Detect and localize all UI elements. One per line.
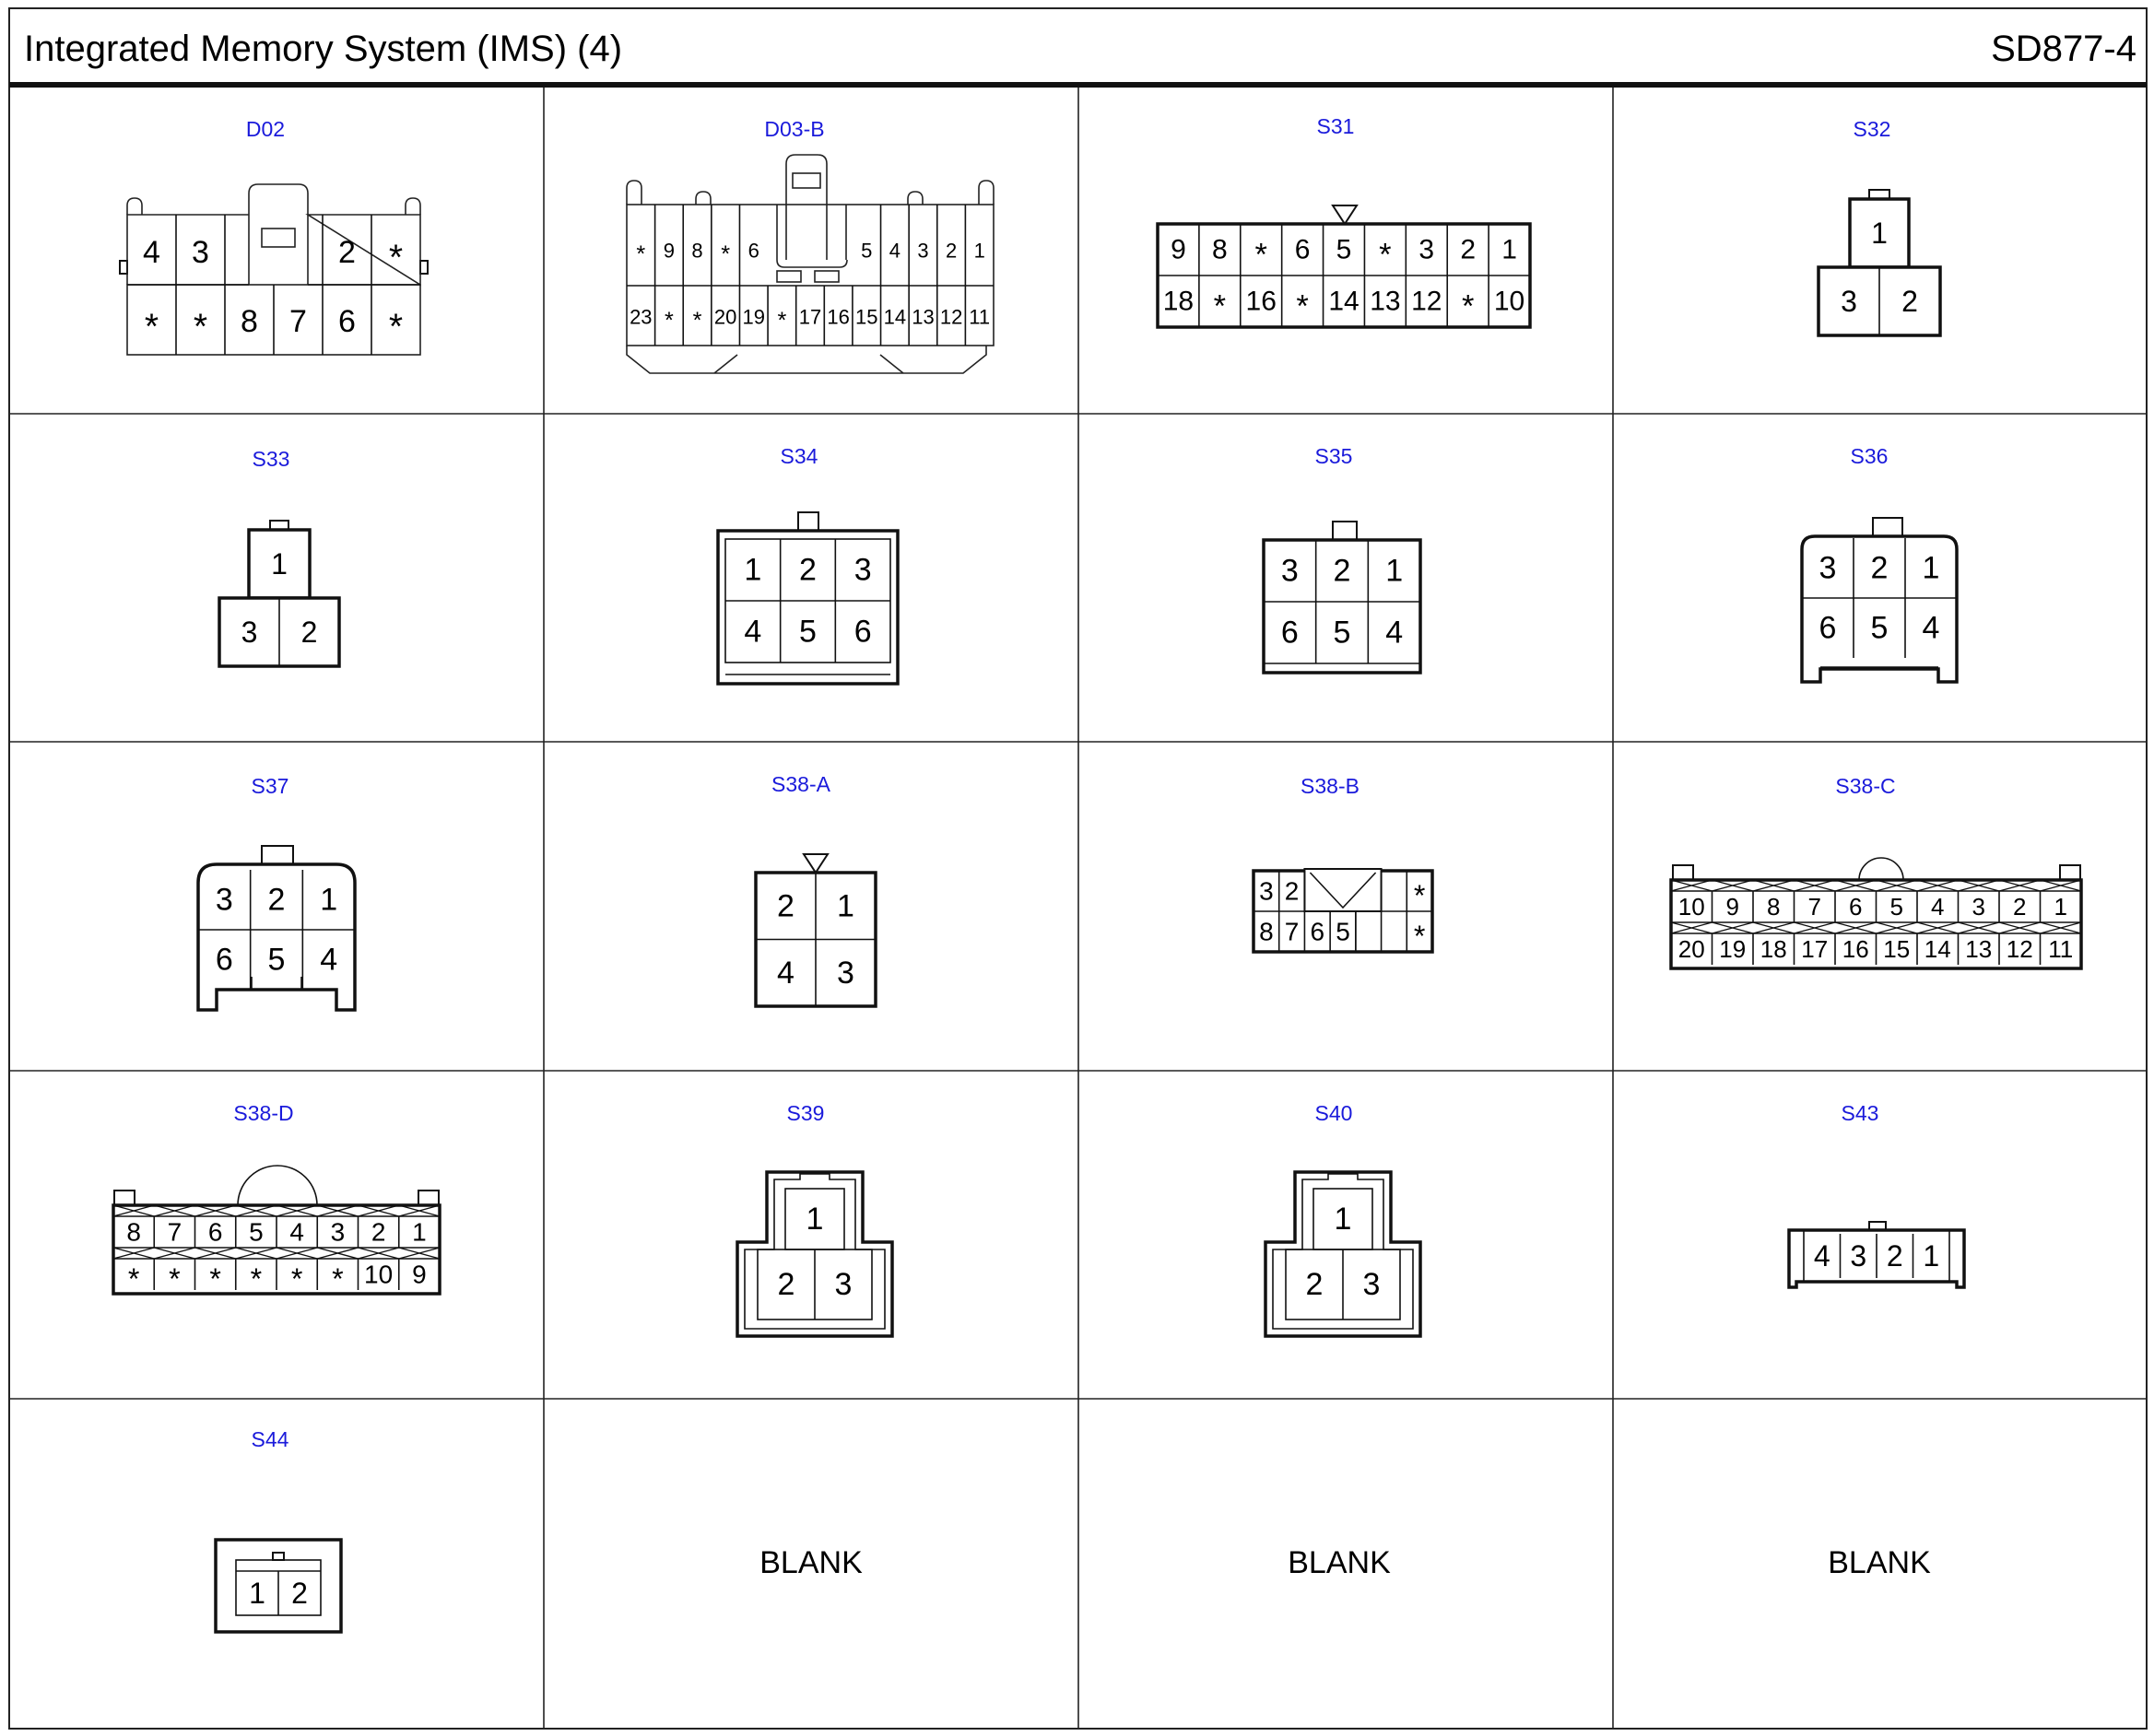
- page-title: Integrated Memory System (IMS) (4): [24, 29, 623, 69]
- connector-outline: [815, 271, 839, 282]
- pin-number: 11: [969, 305, 991, 329]
- pin-number: 5: [1336, 234, 1352, 265]
- pin-number: 4: [320, 942, 338, 978]
- pin-number: 5: [1333, 615, 1351, 651]
- pin-number: 10: [364, 1260, 394, 1289]
- pin-number: *: [144, 307, 159, 347]
- pin-number: 9: [663, 239, 676, 263]
- pin-number: 7: [289, 304, 307, 339]
- pin-number: 2: [371, 1217, 386, 1247]
- blank-cell: BLANK: [1828, 1545, 1931, 1580]
- pin-number: *: [1461, 288, 1475, 324]
- connector-s43: [1789, 1222, 1964, 1287]
- connector-outline: [406, 198, 420, 215]
- label-d03b: D03-B: [764, 117, 825, 141]
- pin-number: 3: [215, 882, 233, 918]
- connector-d03b: [627, 155, 994, 373]
- connector-outline: [908, 192, 923, 205]
- pin-number: 20: [713, 305, 737, 329]
- pin-number: 1: [320, 882, 338, 918]
- pin-number: *: [290, 1262, 303, 1296]
- pin-number: *: [388, 307, 404, 347]
- connector-outline: [627, 346, 986, 373]
- pin-number: 6: [853, 614, 872, 650]
- connector-outline: [777, 271, 801, 282]
- connector-s34: [718, 512, 898, 684]
- connector-s33: [219, 521, 339, 666]
- blank-cell: BLANK: [1288, 1545, 1391, 1580]
- connector-s39: [737, 1172, 892, 1336]
- pin-number: 2: [799, 552, 817, 588]
- label-s33: S33: [252, 447, 290, 471]
- pin-number: 4: [1813, 1239, 1830, 1273]
- connector-s44: [216, 1540, 341, 1632]
- pin-number: 19: [1719, 935, 1747, 963]
- connector-outline: [979, 181, 994, 205]
- connector-s38c: [1671, 858, 2081, 968]
- pin-number: 3: [917, 239, 929, 263]
- pin-number: 5: [1336, 917, 1350, 946]
- connector-outline: [249, 184, 308, 285]
- pin-number: 18: [1162, 286, 1195, 317]
- key-tab: [1673, 865, 1693, 880]
- pin-number: 13: [912, 305, 935, 329]
- pin-number: 2: [267, 882, 286, 918]
- label-s35: S35: [1314, 444, 1353, 468]
- pin-number: 6: [1819, 610, 1837, 646]
- pin-number: 7: [1284, 917, 1300, 946]
- pin-number: 6: [1849, 893, 1863, 921]
- pin-number: 8: [126, 1217, 141, 1247]
- pin-number: 2: [338, 235, 356, 270]
- connector-labels: [233, 114, 1895, 1451]
- pin-number: *: [1213, 288, 1227, 324]
- pin-number: 3: [1280, 553, 1299, 589]
- pin-number: 2: [1901, 285, 1918, 318]
- connector-s38d: [113, 1166, 440, 1296]
- pin-number: 13: [1370, 286, 1401, 317]
- pin-number: 9: [1171, 234, 1186, 265]
- cell-divider: [880, 355, 903, 373]
- label-s44: S44: [251, 1427, 289, 1451]
- pin-number: 4: [1931, 893, 1945, 921]
- connector-d02: [120, 184, 428, 355]
- pin-number: 7: [167, 1217, 182, 1247]
- blank-cell: BLANK: [759, 1545, 863, 1580]
- pin-number: 5: [249, 1217, 264, 1247]
- label-s32: S32: [1853, 117, 1891, 141]
- pin-number: 3: [1819, 550, 1837, 586]
- key-tab: [273, 1553, 284, 1560]
- pin-number: 4: [777, 955, 795, 991]
- pin-number: 17: [1801, 935, 1829, 963]
- label-s43: S43: [1841, 1101, 1879, 1125]
- connector-s37: [198, 846, 355, 1010]
- pin-number: 1: [271, 547, 288, 581]
- pin-number: 5: [861, 239, 873, 263]
- pin-number: 3: [1841, 285, 1857, 318]
- pin-number: 2: [1886, 1239, 1903, 1273]
- pin-number: 2: [2013, 893, 2027, 921]
- pin-number: 1: [1334, 1202, 1352, 1237]
- label-s38d: S38-D: [233, 1101, 294, 1125]
- label-d02: D02: [245, 117, 286, 141]
- connector-outline: [627, 181, 641, 205]
- connector-outline: [696, 192, 711, 205]
- pin-number: 11: [2048, 935, 2074, 963]
- label-s34: S34: [780, 444, 818, 468]
- pin-number: 6: [747, 239, 759, 263]
- pin-number: 8: [691, 239, 703, 263]
- pin-number: 8: [1211, 234, 1228, 265]
- pin-number: *: [209, 1262, 221, 1296]
- key-tab: [262, 846, 293, 864]
- pin-number: 6: [1310, 917, 1325, 946]
- pin-number: 2: [945, 239, 958, 263]
- pin-number: 3: [1972, 893, 1985, 921]
- connector-s38b: [1254, 869, 1432, 953]
- label-s31: S31: [1316, 114, 1355, 138]
- pin-number: 5: [1889, 893, 1903, 921]
- cell-divider: [714, 355, 737, 373]
- pin-number: 6: [207, 1217, 223, 1247]
- key-dome: [1859, 858, 1903, 880]
- connector-outline: [120, 261, 127, 274]
- pin-number: 3: [1259, 876, 1274, 906]
- pin-number: *: [636, 240, 646, 267]
- label-s40: S40: [1314, 1101, 1353, 1125]
- connector-s32: [1819, 190, 1940, 335]
- pin-number: 1: [1501, 234, 1517, 265]
- pin-number: 3: [853, 552, 872, 588]
- pin-number: 7: [1807, 893, 1821, 921]
- pin-number: 16: [827, 305, 850, 329]
- pin-number: *: [1379, 237, 1392, 273]
- pin-number: 3: [837, 955, 854, 991]
- pin-number: 15: [854, 305, 878, 329]
- pin-number: 19: [742, 305, 766, 329]
- pin-number: 15: [1883, 935, 1911, 963]
- connector-outline: [1304, 869, 1381, 911]
- pin-number: *: [721, 240, 731, 267]
- pin-number: 12: [2006, 935, 2033, 963]
- pin-number: 18: [1760, 935, 1787, 963]
- pin-number: 2: [1284, 876, 1300, 906]
- pin-number: 3: [1362, 1267, 1381, 1302]
- connector-outline: [793, 173, 820, 188]
- pin-number: 3: [1850, 1239, 1867, 1273]
- pin-number: 8: [1259, 917, 1274, 946]
- pin-number: 1: [1923, 1239, 1940, 1273]
- connector-outline: [127, 198, 142, 215]
- pin-number: 2: [777, 888, 795, 924]
- pin-number: 1: [806, 1202, 824, 1237]
- pin-number: *: [127, 1262, 140, 1296]
- pin-number: *: [664, 307, 674, 334]
- label-s38b: S38-B: [1301, 774, 1359, 798]
- pin-number: 10: [1493, 286, 1525, 317]
- pin-number: 4: [143, 235, 160, 270]
- key-tab: [2060, 865, 2080, 880]
- pin-number: 1: [412, 1217, 427, 1247]
- pin-number: 6: [215, 942, 233, 978]
- pin-number: 4: [289, 1217, 304, 1247]
- pin-number: 6: [338, 304, 356, 339]
- key-triangle: [1333, 205, 1357, 224]
- connector-s31: [1158, 205, 1530, 327]
- pin-number: 1: [249, 1577, 265, 1610]
- pin-number: 2: [291, 1577, 308, 1610]
- pin-number: 14: [1328, 286, 1359, 317]
- pin-number: 2: [300, 616, 318, 649]
- pin-number: 3: [192, 235, 209, 270]
- pin-number: 13: [1965, 935, 1993, 963]
- pin-number: 2: [777, 1267, 795, 1302]
- pin-number: 5: [1870, 610, 1889, 646]
- pin-number: 4: [889, 239, 900, 263]
- key-dome: [238, 1166, 317, 1205]
- pin-number: 1: [2054, 893, 2067, 921]
- page-code: SD877-4: [1991, 29, 2136, 69]
- pin-number: 9: [1725, 893, 1739, 921]
- connector-s35: [1264, 522, 1420, 673]
- pin-number: 8: [1767, 893, 1781, 921]
- connector-outline: [786, 155, 827, 260]
- pin-number: 5: [799, 614, 817, 650]
- pin-number: *: [1296, 288, 1309, 324]
- pin-number: *: [193, 307, 208, 347]
- pin-number: 16: [1245, 286, 1277, 317]
- pin-number: *: [1413, 879, 1426, 913]
- pin-number: 3: [1418, 234, 1435, 265]
- pin-number: 1: [1385, 553, 1404, 589]
- pin-number: *: [777, 307, 787, 334]
- pin-number: 16: [1842, 935, 1869, 963]
- key-tab: [1873, 518, 1902, 536]
- pin-number: 5: [267, 942, 286, 978]
- pin-number: 4: [1385, 615, 1404, 651]
- pin-number: *: [332, 1262, 344, 1296]
- pin-number: 12: [1411, 286, 1442, 317]
- pin-number: 1: [1922, 550, 1940, 586]
- key-tab: [418, 1191, 439, 1205]
- pin-number: *: [388, 238, 404, 278]
- pin-number: *: [1254, 237, 1267, 273]
- pin-number: *: [250, 1262, 263, 1296]
- pin-number: 4: [744, 614, 762, 650]
- pin-number: *: [692, 307, 702, 334]
- pin-number: 3: [330, 1217, 346, 1247]
- pin-number: 20: [1677, 935, 1705, 963]
- pin-number: 17: [798, 305, 822, 329]
- key-triangle: [804, 854, 828, 873]
- pin-number: 6: [1294, 234, 1311, 265]
- key-tab: [114, 1191, 135, 1205]
- key-tab: [798, 512, 818, 531]
- label-s38c: S38-C: [1835, 774, 1896, 798]
- pin-number: 1: [837, 888, 854, 924]
- pin-number: 14: [1924, 935, 1951, 963]
- pin-number: 10: [1677, 893, 1705, 921]
- label-s38a: S38-A: [771, 772, 830, 796]
- label-s36: S36: [1850, 444, 1889, 468]
- connector-s38a: [756, 854, 876, 1006]
- pin-number: 12: [939, 305, 963, 329]
- pin-number: 3: [834, 1267, 853, 1302]
- connector-outline: [127, 215, 420, 285]
- label-s39: S39: [786, 1101, 825, 1125]
- pin-number: 2: [1870, 550, 1889, 586]
- pin-number: 9: [412, 1260, 427, 1289]
- pin-number: 14: [883, 305, 907, 329]
- pin-number: 23: [630, 305, 653, 329]
- pin-number: 1: [744, 552, 762, 588]
- pin-number: 2: [1460, 234, 1477, 265]
- pin-number: 3: [241, 616, 258, 649]
- pin-number: *: [169, 1262, 181, 1296]
- pin-number: 6: [1280, 615, 1299, 651]
- connector-outline: [420, 261, 428, 274]
- pin-number: *: [1413, 920, 1426, 954]
- key-tab: [1333, 522, 1357, 540]
- connector-s36: [1802, 518, 1957, 682]
- pin-number: 4: [1922, 610, 1940, 646]
- pin-number: 8: [241, 304, 258, 339]
- pin-number: 1: [973, 239, 985, 263]
- pin-number: 1: [1871, 217, 1888, 250]
- connector-outline: [262, 229, 295, 247]
- pin-number: 2: [1305, 1267, 1324, 1302]
- connector-outline: [777, 260, 847, 267]
- pin-number: 2: [1333, 553, 1351, 589]
- label-s37: S37: [251, 774, 289, 798]
- connector-s40: [1265, 1172, 1420, 1336]
